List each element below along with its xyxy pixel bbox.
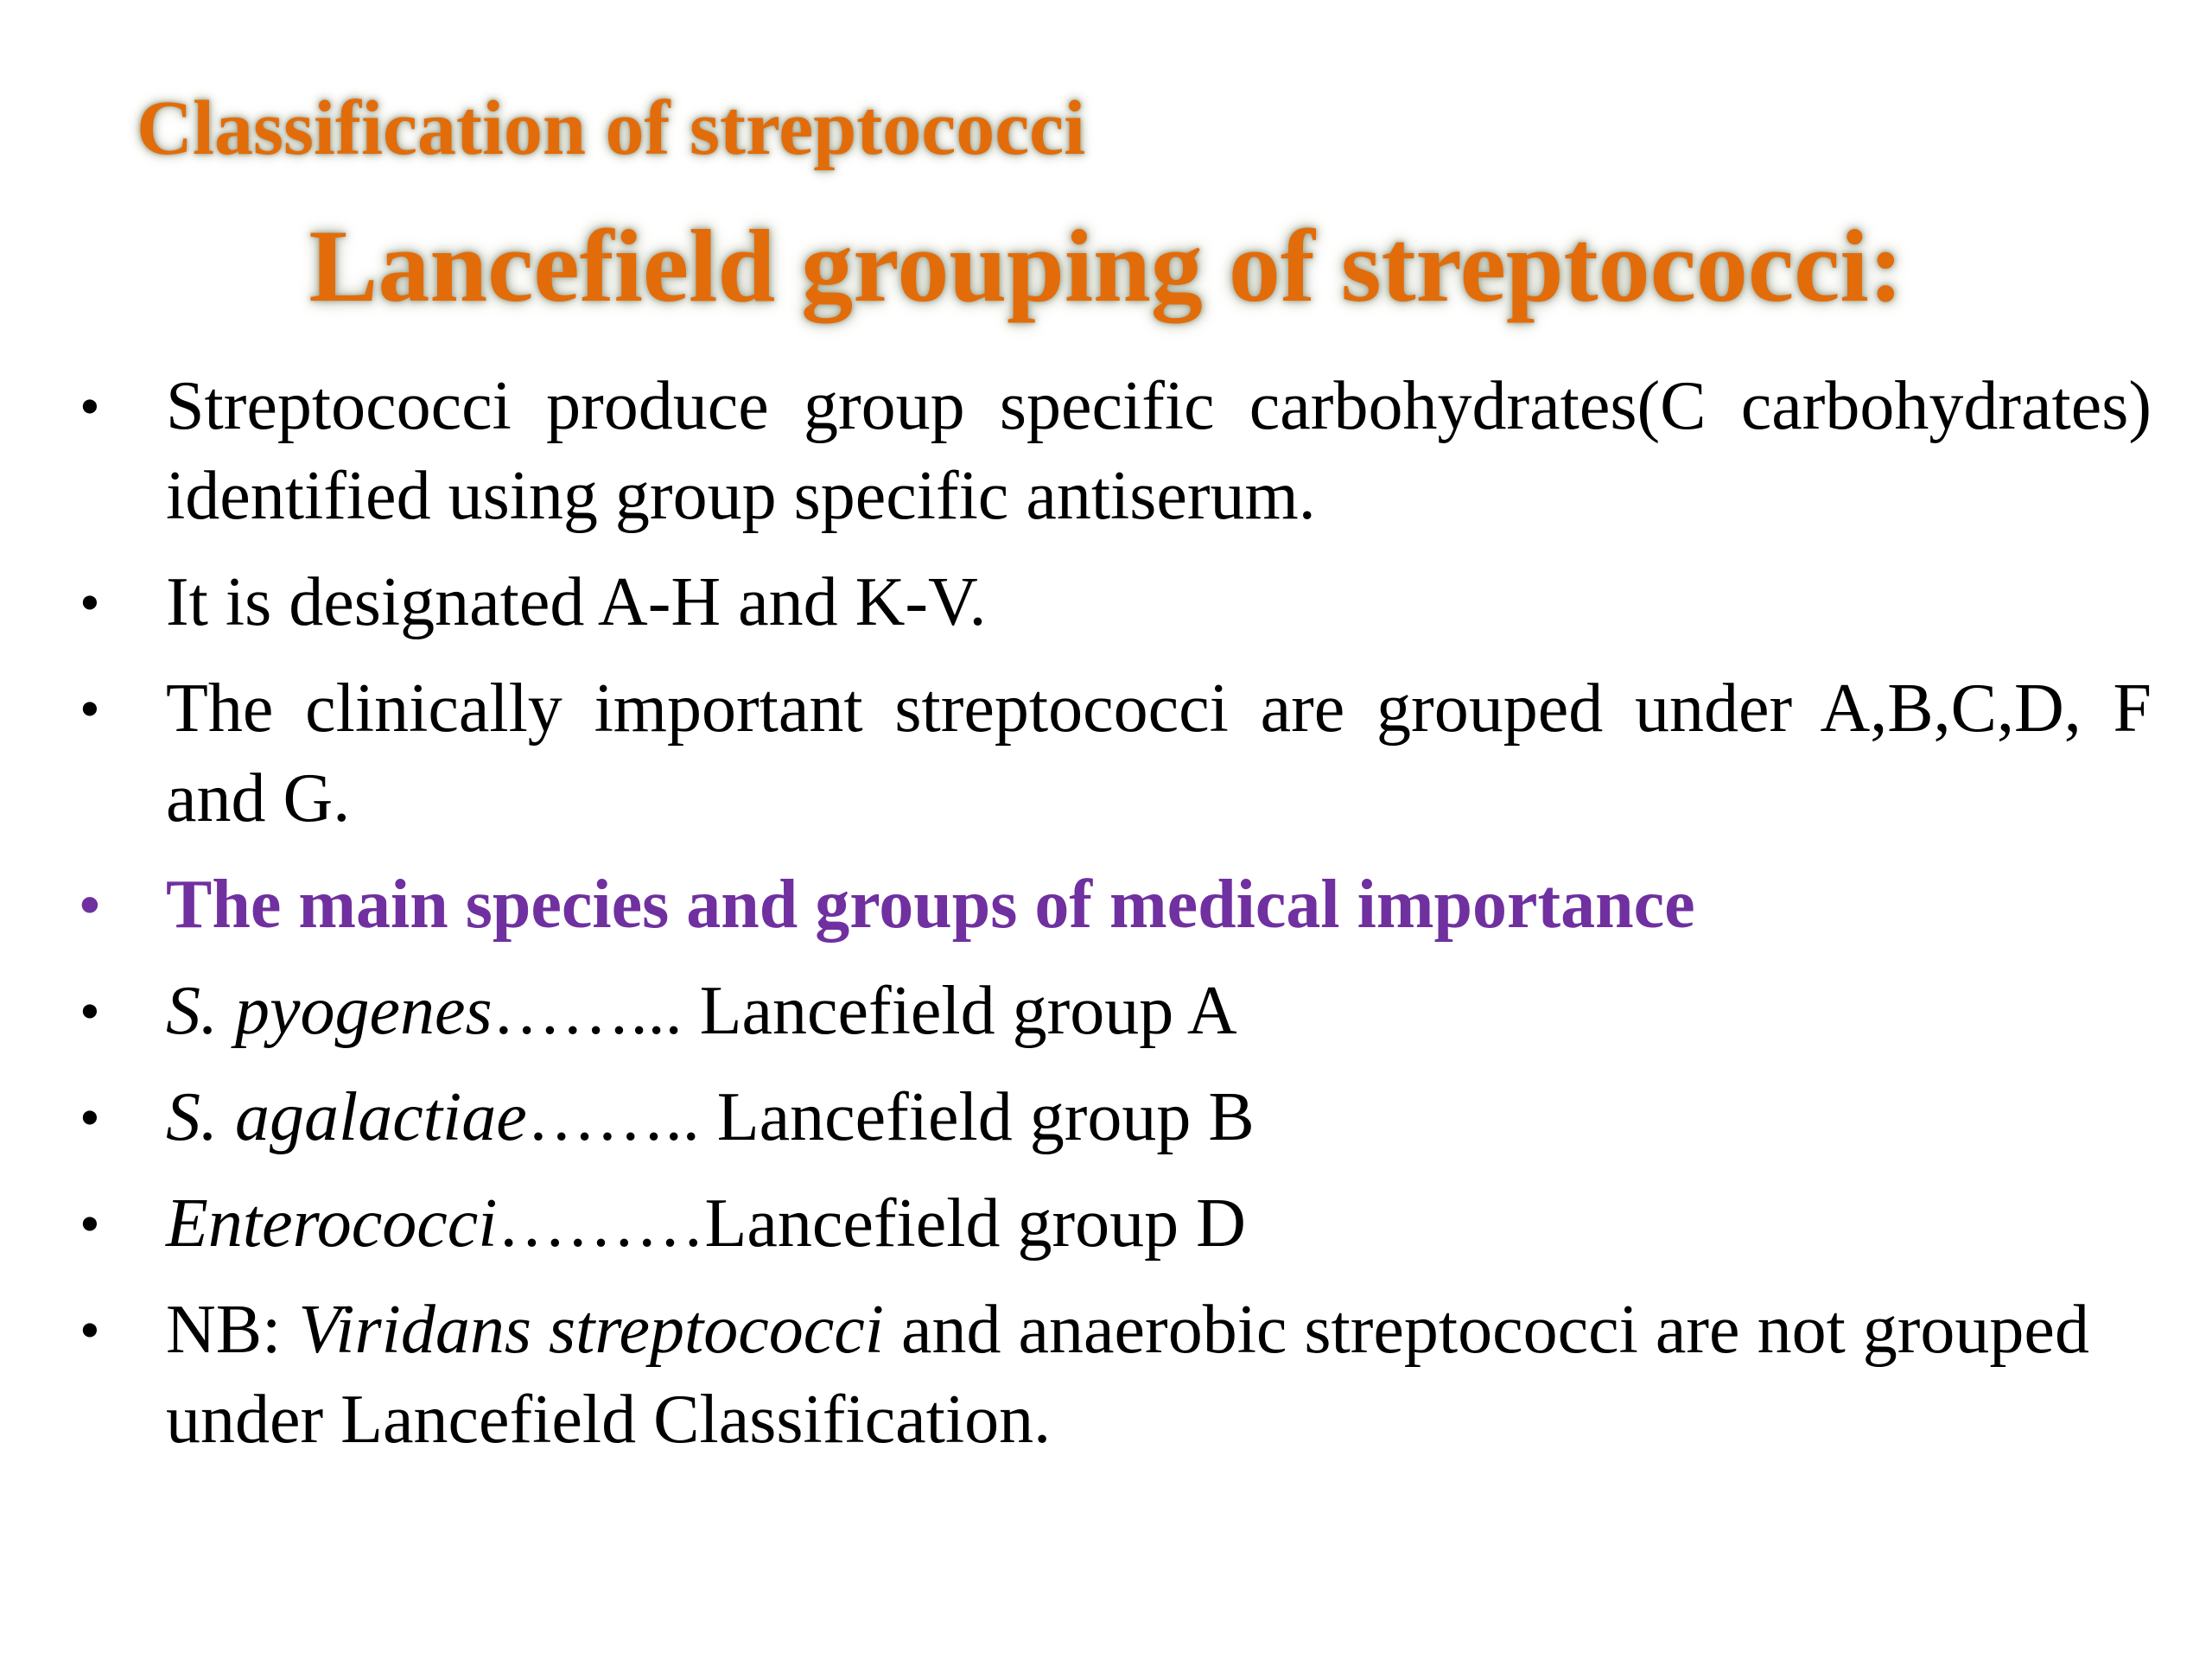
bullet-item-designation [78, 557, 2152, 647]
bullet-text [166, 966, 2152, 1056]
bullet-item-clinical-groups [78, 664, 2152, 843]
bullet-item-s-pyogenes [78, 966, 2152, 1056]
bullet-icon: • [79, 1297, 100, 1363]
bullet-item-nb [78, 1285, 2152, 1465]
species-name: S. pyogenes [166, 973, 493, 1049]
bullet-item-s-agalactiae [78, 1072, 2152, 1162]
bullet-text [166, 1179, 2152, 1268]
bullet-text: The clinically important streptococci are grouped under A,B,C,D, F and G. [166, 671, 2152, 836]
species-name: Enterococci [166, 1185, 498, 1262]
nb-rest: and anaerobic streptococci are not grouped under Lancefield Classification. [166, 1292, 2089, 1458]
dot-leader: ……… [497, 1185, 705, 1262]
bullet-icon: • [79, 373, 100, 439]
slide-title: Lancefield grouping of streptococci: [308, 208, 1904, 323]
bullet-item-enterococci [78, 1179, 2152, 1268]
group-label: Lancefield group D [704, 1185, 1246, 1262]
bullet-text: It is designated A-H and K-V. [166, 564, 987, 640]
bullet-text: Streptococci produce group specific carbohydrates(C carbohydrates) identified using group specific antiserum. [166, 368, 2152, 534]
bullet-icon: • [79, 1191, 100, 1256]
bullet-text [166, 1285, 2152, 1465]
bullet-item-medical-importance [78, 860, 2152, 950]
species-name: Viridans streptococci [298, 1292, 885, 1368]
bullet-icon: • [79, 1084, 100, 1150]
dot-leader: ……... [492, 973, 683, 1049]
bullet-item-carbohydrates [78, 361, 2152, 541]
bullet-icon: • [79, 569, 100, 635]
species-name: S. agalactiae [166, 1079, 527, 1155]
dot-leader: …….. [526, 1079, 717, 1155]
bullet-text [166, 1072, 2152, 1162]
nb-prefix: NB: [166, 1292, 299, 1368]
group-label: Lancefield group B [716, 1079, 1255, 1155]
group-label: Lancefield group A [682, 973, 1237, 1049]
bullet-list [78, 361, 2152, 1481]
bullet-icon: • [79, 872, 100, 938]
bullet-icon: • [79, 676, 100, 741]
slide-subtitle: Classification of streptococci [137, 86, 1086, 171]
bullet-text: The main species and groups of medical importance [166, 867, 1695, 943]
bullet-icon: • [79, 978, 100, 1044]
